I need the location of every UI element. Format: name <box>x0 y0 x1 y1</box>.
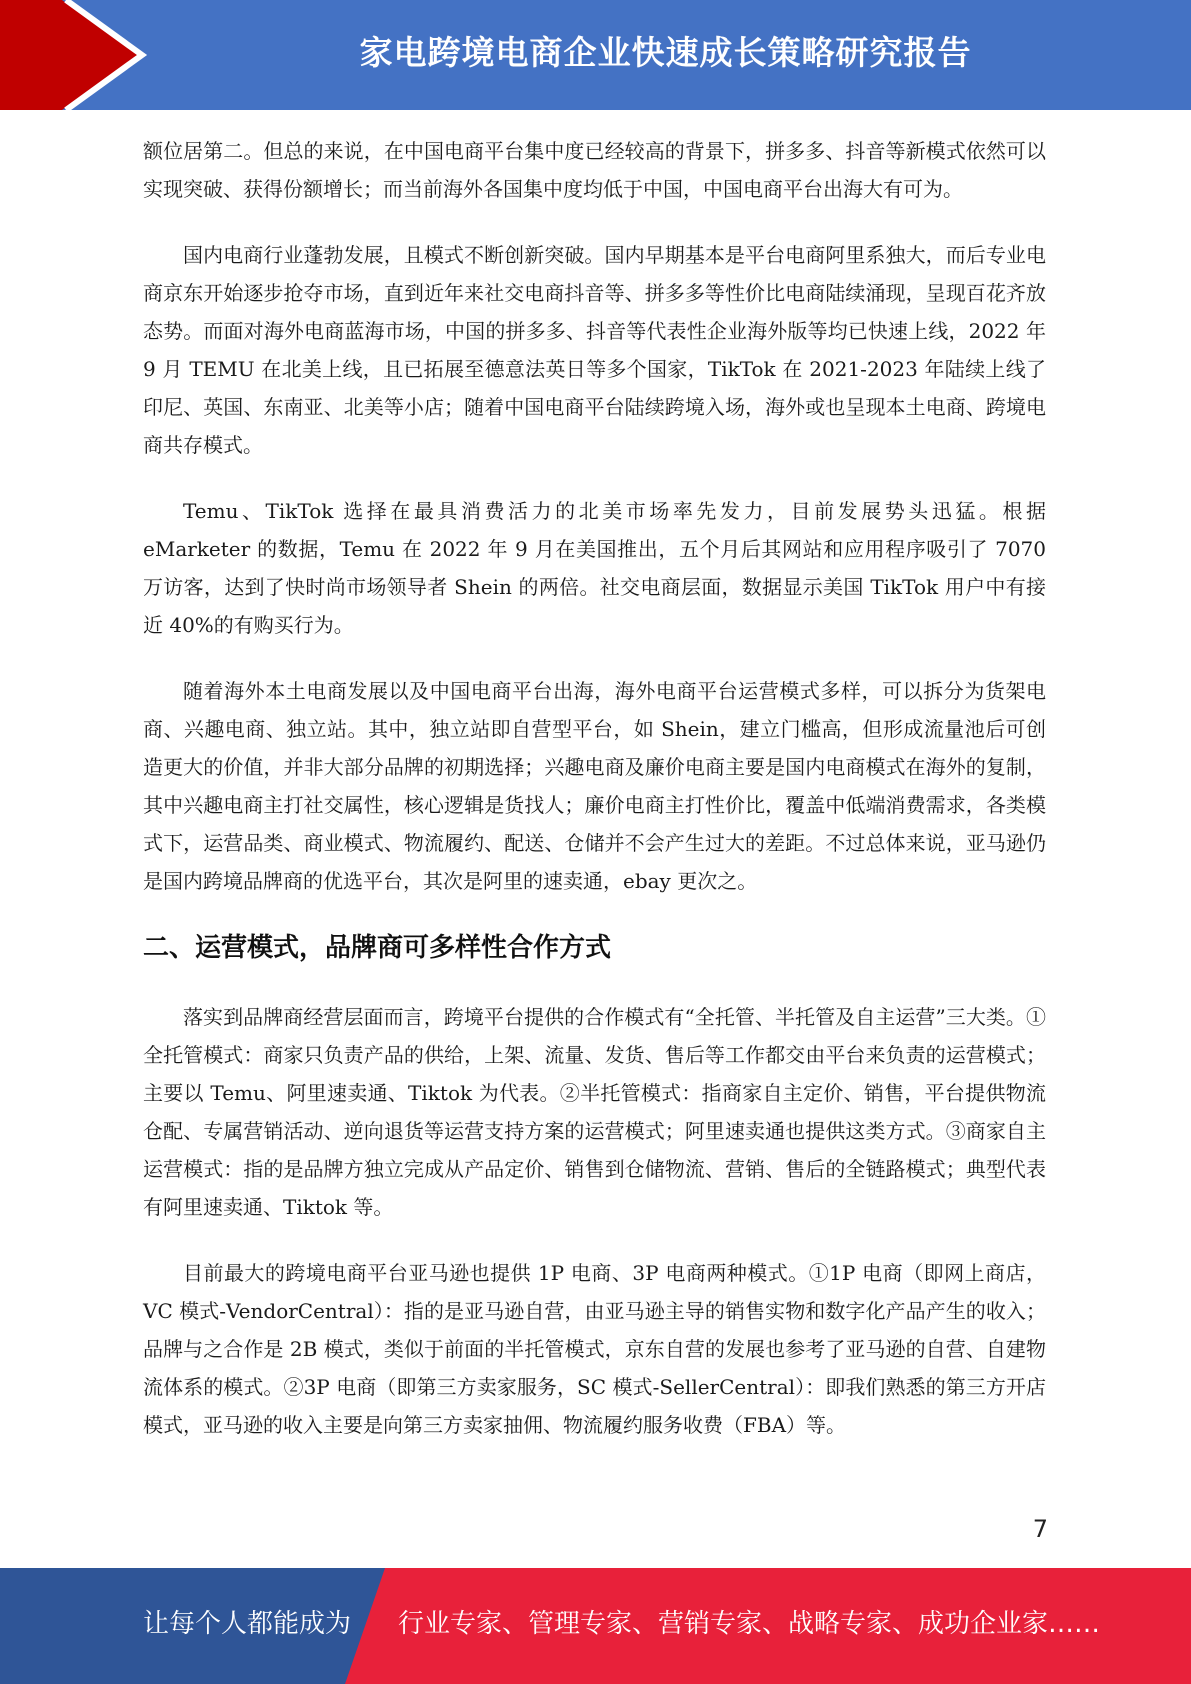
paragraph-domestic-ecommerce: 国内电商行业蓬勃发展，且模式不断创新突破。国内早期基本是平台电商阿里系独大，而后专业电商京东开始逐步抢夺市场，直到近年来社交电商抖音等、拼多多等性价比电商陆续涌现，呈现百花齐放态势。而面对海外电商蓝海市场，中国的拼多多、抖音等代表性企业海外版等均已快速上线，2022 年 9 月 TEMU 在北美上线，且已拓展至德意法英日等多个国家，TikTok 在 2021-2023 年陆续上线了印尼、英国、东南亚、北美等小店；随着中国电商平台陆续跨境入场，海外或也呈现本土电商、跨境电商共存模式。 <box>143 243 1046 457</box>
page-content <box>143 132 1046 1472</box>
footer-slogan-right: 行业专家、管理专家、营销专家、战略专家、成功企业家…… <box>398 1609 1101 1639</box>
page-header <box>0 0 1191 110</box>
page-number: 7 <box>1032 1515 1048 1543</box>
paragraph-amazon-models: 目前最大的跨境电商平台亚马逊也提供 1P 电商、3P 电商两种模式。①1P 电商（即网上商店，VC 模式-VendorCentral）：指的是亚马逊自营，由亚马逊主导的销售实物和数字化产品产生的收入；品牌与之合作是 2B 模式，类似于前面的半托管模式，京东自营的发展也参考了亚马逊的自营、自建物流体系的模式。②3P 电商（即第三方卖家服务，SC 模式-SellerCentral）：即我们熟悉的第三方开店模式，亚马逊的收入主要是向第三方卖家抽佣、物流履约服务收费（FBA）等。 <box>143 1261 1046 1437</box>
section-heading: 二、运营模式，品牌商可多样性合作方式 <box>143 933 612 963</box>
paragraph-continuation: 额位居第二。但总的来说，在中国电商平台集中度已经较高的背景下，拼多多、抖音等新模式依然可以实现突破、获得份额增长；而当前海外各国集中度均低于中国，中国电商平台出海大有可为。 <box>143 139 1046 201</box>
document-title: 家电跨境电商企业快速成长策略研究报告 <box>359 33 972 72</box>
page-footer <box>0 1568 1191 1684</box>
footer-slogan-left: 让每个人都能成为 <box>143 1609 352 1639</box>
paragraph-overseas-models: 随着海外本土电商发展以及中国电商平台出海，海外电商平台运营模式多样，可以拆分为货架电商、兴趣电商、独立站。其中，独立站即自营型平台，如 Shein，建立门槛高，但形成流量池后可创造更大的价值，并非大部分品牌的初期选择；兴趣电商及廉价电商主要是国内电商模式在海外的复制，其中兴趣电商主打社交属性，核心逻辑是货找人；廉价电商主打性价比，覆盖中低端消费需求，各类模式下，运营品类、商业模式、物流履约、配送、仓储并不会产生过大的差距。不过总体来说，亚马逊仍是国内跨境品牌商的优选平台，其次是阿里的速卖通，ebay 更次之。 <box>143 679 1046 893</box>
paragraph-cooperation-modes: 落实到品牌商经营层面而言，跨境平台提供的合作模式有“全托管、半托管及自主运营”三大类。①全托管模式：商家只负责产品的供给，上架、流量、发货、售后等工作都交由平台来负责的运营模式；主要以 Temu、阿里速卖通、Tiktok 为代表。②半托管模式：指商家自主定价、销售，平台提供物流仓配、专属营销活动、逆向退货等运营支持方案的运营模式；阿里速卖通也提供这类方式。③商家自主运营模式：指的是品牌方独立完成从产品定价、销售到仓储物流、营销、售后的全链路模式；典型代表有阿里速卖通、Tiktok 等。 <box>143 1005 1046 1219</box>
paragraph-temu-tiktok: Temu、TikTok 选择在最具消费活力的北美市场率先发力，目前发展势头迅猛。根据 eMarketer 的数据，Temu 在 2022 年 9 月在美国推出，五个月后其网站和应用程序吸引了 7070 万访客，达到了快时尚市场领导者 Shein 的两倍。社交电商层面，数据显示美国 TikTok 用户中有接近 40%的有购买行为。 <box>143 499 1046 637</box>
